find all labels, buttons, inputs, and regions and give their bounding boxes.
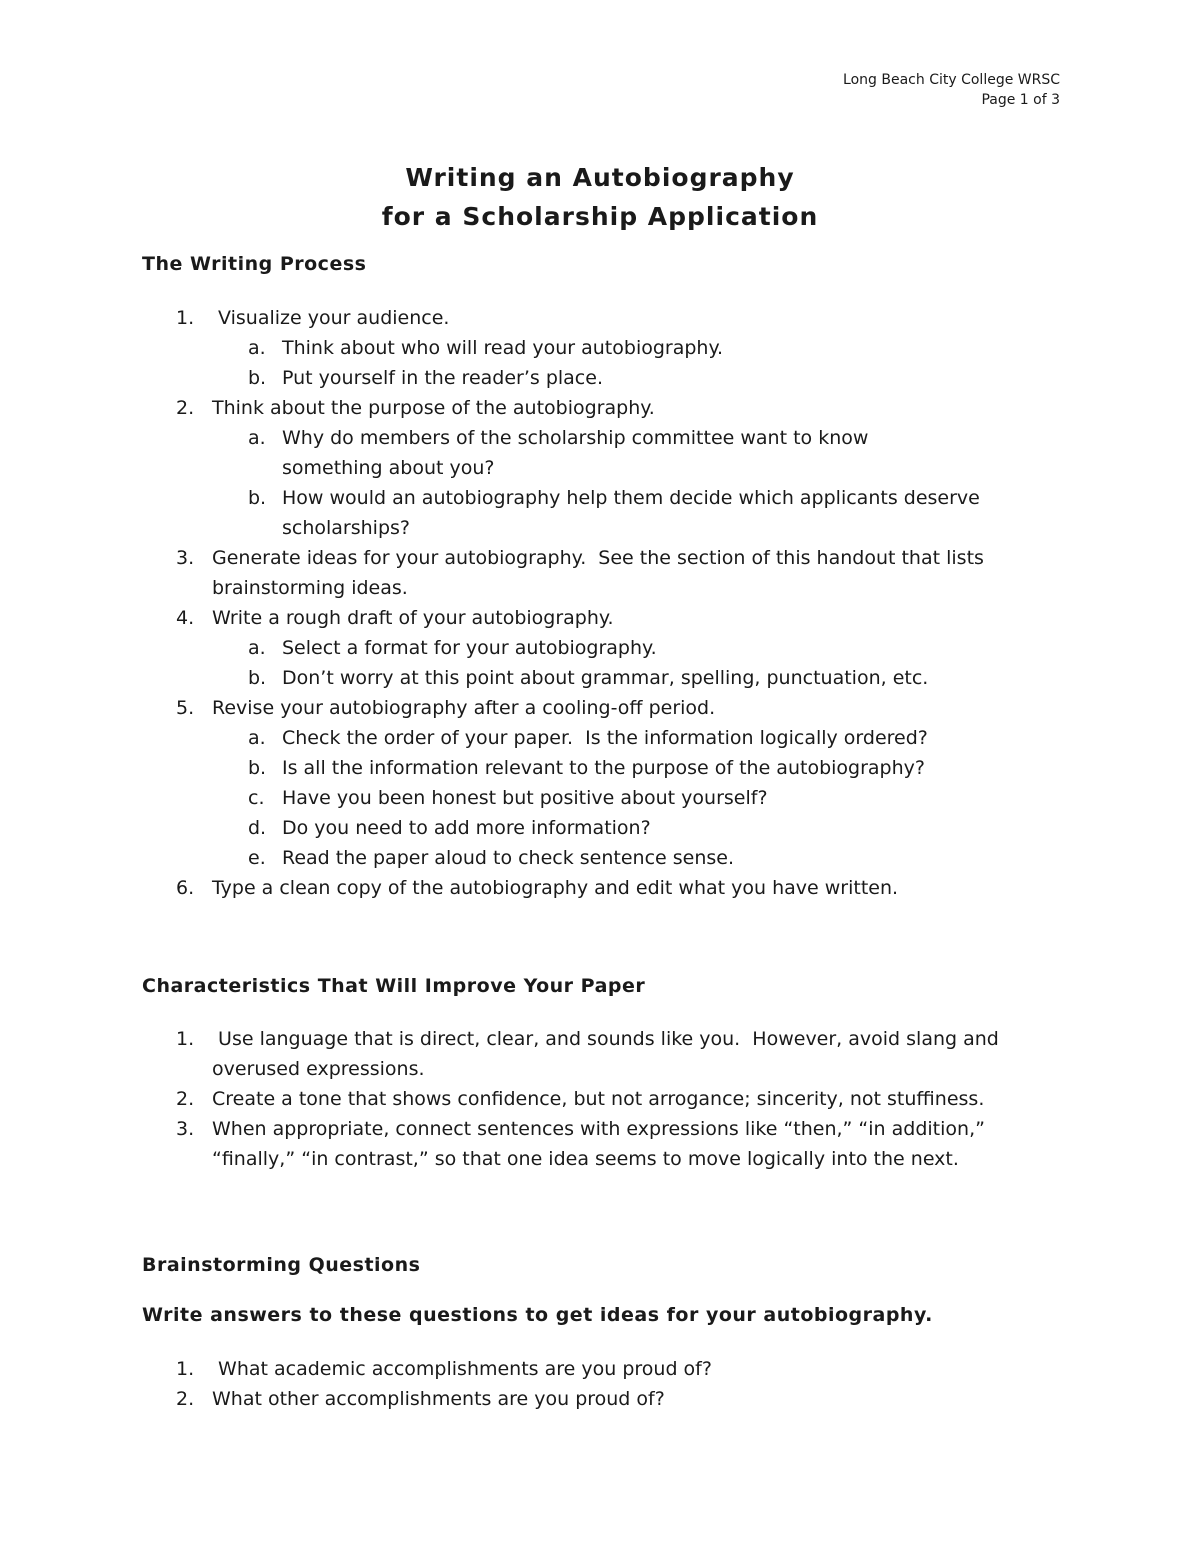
item-text: What academic accomplishments are you proud of? [212, 1358, 712, 1380]
sub-item-text: Don’t worry at this point about grammar, spelling, punctuation, etc. [282, 667, 929, 689]
item-number: 2. [176, 1388, 195, 1410]
item-number: 1. [176, 307, 195, 329]
writing-process-list [142, 303, 1062, 903]
sub-item-letter: e. [248, 847, 266, 869]
item-text: Write a rough draft of your autobiography. [212, 607, 614, 629]
list-item [142, 543, 1062, 603]
document-title [0, 158, 1200, 236]
brainstorming-list [142, 1354, 1062, 1414]
item-number: 5. [176, 697, 195, 719]
sub-item-text: Why do members of the scholarship committee want to know something about you? [282, 427, 869, 479]
header-institution: Long Beach City College WRSC [843, 72, 1060, 88]
sub-item-text: Put yourself in the reader’s place. [282, 367, 603, 389]
item-text: Visualize your audience. [212, 307, 450, 329]
list-item [142, 693, 1062, 723]
list-item [142, 303, 1062, 333]
item-number: 2. [176, 397, 195, 419]
sub-item-text: How would an autobiography help them decide which applicants deserve scholarships? [282, 487, 980, 539]
sub-item [142, 663, 1062, 693]
characteristics-list [142, 1024, 1022, 1174]
list-item [142, 1354, 1062, 1384]
sub-item [142, 813, 1062, 843]
sub-item-letter: a. [248, 727, 266, 749]
item-number: 3. [176, 547, 195, 569]
item-text: What other accomplishments are you proud of? [212, 1388, 665, 1410]
sub-item-letter: b. [248, 667, 267, 689]
page-header [843, 70, 1060, 110]
sub-item-letter: a. [248, 427, 266, 449]
sub-item-text: Think about who will read your autobiography. [282, 337, 724, 359]
sub-item-letter: c. [248, 787, 265, 809]
item-text: Use language that is direct, clear, and sounds like you. However, avoid slang and overused expressions. [212, 1028, 1005, 1080]
header-page-number: Page 1 of 3 [981, 92, 1060, 108]
sub-item-text: Select a format for your autobiography. [282, 637, 657, 659]
list-item [142, 1384, 1062, 1414]
list-item [142, 1114, 1022, 1174]
item-text: Revise your autobiography after a cooling-off period. [212, 697, 716, 719]
item-number: 6. [176, 877, 195, 899]
sub-item-letter: b. [248, 487, 267, 509]
section-heading-brainstorming: Brainstorming Questions [142, 1254, 421, 1276]
section-heading-characteristics: Characteristics That Will Improve Your Paper [142, 975, 646, 997]
sub-item-text: Is all the information relevant to the purpose of the autobiography? [282, 757, 925, 779]
item-number: 4. [176, 607, 195, 629]
item-number: 3. [176, 1118, 195, 1140]
sub-item [142, 363, 1062, 393]
title-line-2: for a Scholarship Application [381, 202, 819, 231]
item-number: 2. [176, 1088, 195, 1110]
sub-item [142, 633, 1062, 663]
sub-item-text: Do you need to add more information? [282, 817, 651, 839]
item-number: 1. [176, 1028, 195, 1050]
sub-item-letter: b. [248, 367, 267, 389]
sub-item-text: Read the paper aloud to check sentence sense. [282, 847, 735, 869]
list-item [142, 1024, 1022, 1084]
sub-item [142, 843, 1062, 873]
brainstorming-instruction: Write answers to these questions to get ideas for your autobiography. [142, 1304, 933, 1326]
list-item [142, 873, 1062, 903]
list-item [142, 1084, 1022, 1114]
sub-item-letter: a. [248, 637, 266, 659]
sub-item [142, 333, 1062, 363]
item-text: When appropriate, connect sentences with expressions like “then,” “in addition,” “finally,” “in contrast,” so that one idea seems to move logically into the next. [212, 1118, 985, 1170]
list-item [142, 393, 1062, 423]
item-text: Think about the purpose of the autobiography. [212, 397, 655, 419]
list-item [142, 603, 1062, 633]
item-text: Type a clean copy of the autobiography and edit what you have written. [212, 877, 899, 899]
sub-item-text: Check the order of your paper. Is the information logically ordered? [282, 727, 928, 749]
sub-item [142, 783, 1062, 813]
item-number: 1. [176, 1358, 195, 1380]
sub-item [142, 423, 1062, 483]
sub-item [142, 723, 1062, 753]
sub-item-letter: a. [248, 337, 266, 359]
section-heading-writing-process: The Writing Process [142, 253, 367, 275]
item-text: Generate ideas for your autobiography. See the section of this handout that lists brainstorming ideas. [212, 547, 990, 599]
sub-item [142, 753, 1062, 783]
sub-item [142, 483, 1062, 543]
sub-item-text: Have you been honest but positive about yourself? [282, 787, 768, 809]
title-line-1: Writing an Autobiography [405, 163, 795, 192]
item-text: Create a tone that shows confidence, but not arrogance; sincerity, not stuffiness. [212, 1088, 985, 1110]
sub-item-letter: b. [248, 757, 267, 779]
sub-item-letter: d. [248, 817, 267, 839]
